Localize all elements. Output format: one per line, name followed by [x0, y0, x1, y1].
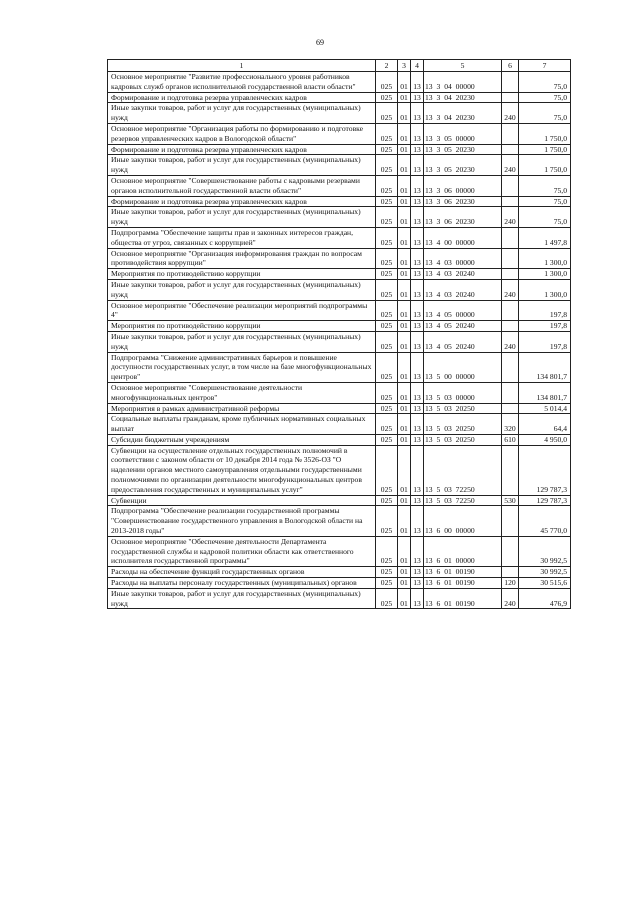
subsection-code-cell: 13 [411, 72, 424, 93]
expense-name-cell: Иные закупки товаров, работ и услуг для государственных (муниципальных) нужд [108, 155, 376, 176]
target-item-code-cell: 13 5 03 72250 [424, 495, 502, 506]
target-item-code-cell: 13 6 00 00000 [424, 506, 502, 536]
subsection-code-cell: 13 [411, 300, 424, 321]
section-code-cell: 01 [398, 434, 411, 445]
target-item-code-cell: 13 5 03 20250 [424, 414, 502, 435]
expense-name-cell: Иные закупки товаров, работ и услуг для государственных (муниципальных) нужд [108, 279, 376, 300]
expense-type-code-cell: 530 [502, 495, 519, 506]
expense-name-cell: Подпрограмма "Обеспечение реализации государственной программы "Совершенствование государственного управления в Вологодской области на 2013-2018 годы" [108, 506, 376, 536]
target-item-code-cell: 13 5 03 72250 [424, 445, 502, 495]
page-number: 69 [316, 38, 324, 47]
expense-type-code-cell [502, 445, 519, 495]
table-row [108, 382, 571, 403]
header-cell: 7 [519, 60, 571, 72]
target-item-code-cell: 13 5 03 20250 [424, 403, 502, 414]
section-code-cell: 01 [398, 300, 411, 321]
table-row [108, 434, 571, 445]
expense-name-cell: Основное мероприятие "Организация работы по формированию и подготовке резервов управленческих кадров в Вологодской области" [108, 123, 376, 144]
section-code-cell: 01 [398, 588, 411, 609]
expense-type-code-cell: 610 [502, 434, 519, 445]
amount-cell: 197,8 [519, 321, 571, 332]
table-row [108, 506, 571, 536]
target-item-code-cell: 13 4 05 20240 [424, 331, 502, 352]
target-item-code-cell: 13 3 04 00000 [424, 72, 502, 93]
table-row [108, 300, 571, 321]
expense-name-cell: Формирование и подготовка резерва управленческих кадров [108, 144, 376, 155]
subsection-code-cell: 13 [411, 196, 424, 207]
grbs-code-cell: 025 [376, 506, 398, 536]
section-code-cell: 01 [398, 103, 411, 124]
subsection-code-cell: 13 [411, 382, 424, 403]
subsection-code-cell: 13 [411, 155, 424, 176]
amount-cell: 4 950,0 [519, 434, 571, 445]
section-code-cell: 01 [398, 567, 411, 578]
expense-name-cell: Мероприятия в рамках административной реформы [108, 403, 376, 414]
section-code-cell: 01 [398, 227, 411, 248]
table-row [108, 279, 571, 300]
amount-cell: 30 992,5 [519, 536, 571, 566]
grbs-code-cell: 025 [376, 72, 398, 93]
expense-name-cell: Расходы на обеспечение функций государственных органов [108, 567, 376, 578]
section-code-cell: 01 [398, 352, 411, 382]
subsection-code-cell: 13 [411, 227, 424, 248]
amount-cell: 30 992,5 [519, 567, 571, 578]
grbs-code-cell: 025 [376, 123, 398, 144]
grbs-code-cell: 025 [376, 578, 398, 589]
amount-cell: 1 300,0 [519, 248, 571, 269]
expense-name-cell: Расходы на выплаты персоналу государственных (муниципальных) органов [108, 578, 376, 589]
expense-type-code-cell: 240 [502, 331, 519, 352]
amount-cell: 197,8 [519, 331, 571, 352]
expense-name-cell: Основное мероприятие "Совершенствование деятельности многофункциональных центров" [108, 382, 376, 403]
grbs-code-cell: 025 [376, 445, 398, 495]
subsection-code-cell: 13 [411, 414, 424, 435]
subsection-code-cell: 13 [411, 175, 424, 196]
target-item-code-cell: 13 6 01 00190 [424, 588, 502, 609]
amount-cell: 1 750,0 [519, 144, 571, 155]
expense-type-code-cell [502, 72, 519, 93]
expense-type-code-cell: 240 [502, 155, 519, 176]
expense-type-code-cell [502, 196, 519, 207]
table-row [108, 321, 571, 332]
target-item-code-cell: 13 4 05 00000 [424, 300, 502, 321]
expense-name-cell: Основное мероприятие "Развитие профессионального уровня работников кадровых служб органов исполнительной государственной власти области" [108, 72, 376, 93]
subsection-code-cell: 13 [411, 207, 424, 228]
amount-cell: 1 750,0 [519, 123, 571, 144]
expense-type-code-cell [502, 92, 519, 103]
amount-cell: 5 014,4 [519, 403, 571, 414]
target-item-code-cell: 13 4 00 00000 [424, 227, 502, 248]
table-row [108, 103, 571, 124]
amount-cell: 30 515,6 [519, 578, 571, 589]
amount-cell: 1 750,0 [519, 155, 571, 176]
subsection-code-cell: 13 [411, 331, 424, 352]
section-code-cell: 01 [398, 92, 411, 103]
subsection-code-cell: 13 [411, 495, 424, 506]
section-code-cell: 01 [398, 269, 411, 280]
expense-type-code-cell [502, 175, 519, 196]
subsection-code-cell: 13 [411, 445, 424, 495]
grbs-code-cell: 025 [376, 227, 398, 248]
section-code-cell: 01 [398, 536, 411, 566]
target-item-code-cell: 13 3 05 20230 [424, 155, 502, 176]
expense-name-cell: Формирование и подготовка резерва управленческих кадров [108, 196, 376, 207]
section-code-cell: 01 [398, 196, 411, 207]
amount-cell: 1 300,0 [519, 279, 571, 300]
target-item-code-cell: 13 3 04 20230 [424, 92, 502, 103]
budget-table [107, 59, 571, 609]
expense-name-cell: Иные закупки товаров, работ и услуг для государственных (муниципальных) нужд [108, 103, 376, 124]
expense-name-cell: Основное мероприятие "Совершенствование работы с кадровыми резервами органов исполнительной государственной власти области" [108, 175, 376, 196]
amount-cell: 1 497,8 [519, 227, 571, 248]
subsection-code-cell: 13 [411, 144, 424, 155]
expense-name-cell: Основное мероприятие "Организация информирования граждан по вопросам противодействия коррупции" [108, 248, 376, 269]
subsection-code-cell: 13 [411, 279, 424, 300]
grbs-code-cell: 025 [376, 269, 398, 280]
section-code-cell: 01 [398, 414, 411, 435]
section-code-cell: 01 [398, 155, 411, 176]
expense-name-cell: Субвенции на осуществление отдельных государственных полномочий в соответствии с законом области от 10 декабря 2014 года № 3526-ОЗ "О наделении органов местного самоуправления отдельными государственными полномочиями по организации деятельности многофункциональных центров предоставления государственных и муниципальных услуг" [108, 445, 376, 495]
section-code-cell: 01 [398, 144, 411, 155]
table-row [108, 403, 571, 414]
section-code-cell: 01 [398, 331, 411, 352]
section-code-cell: 01 [398, 248, 411, 269]
section-code-cell: 01 [398, 207, 411, 228]
amount-cell: 75,0 [519, 196, 571, 207]
grbs-code-cell: 025 [376, 175, 398, 196]
grbs-code-cell: 025 [376, 321, 398, 332]
expense-type-code-cell [502, 269, 519, 280]
target-item-code-cell: 13 4 03 20240 [424, 269, 502, 280]
subsection-code-cell: 13 [411, 567, 424, 578]
subsection-code-cell: 13 [411, 434, 424, 445]
subsection-code-cell: 13 [411, 578, 424, 589]
amount-cell: 134 801,7 [519, 352, 571, 382]
expense-name-cell: Мероприятия по противодействию коррупции [108, 269, 376, 280]
expense-name-cell: Иные закупки товаров, работ и услуг для государственных (муниципальных) нужд [108, 331, 376, 352]
target-item-code-cell: 13 5 03 00000 [424, 382, 502, 403]
expense-type-code-cell [502, 123, 519, 144]
amount-cell: 75,0 [519, 207, 571, 228]
subsection-code-cell: 13 [411, 123, 424, 144]
subsection-code-cell: 13 [411, 403, 424, 414]
expense-type-code-cell [502, 567, 519, 578]
header-cell: 4 [411, 60, 424, 72]
grbs-code-cell: 025 [376, 403, 398, 414]
table-row [108, 196, 571, 207]
expense-type-code-cell [502, 248, 519, 269]
grbs-code-cell: 025 [376, 92, 398, 103]
expense-type-code-cell [502, 321, 519, 332]
table-row [108, 495, 571, 506]
expense-name-cell: Мероприятия по противодействию коррупции [108, 321, 376, 332]
amount-cell: 1 300,0 [519, 269, 571, 280]
expense-name-cell: Субсидии бюджетным учреждениям [108, 434, 376, 445]
grbs-code-cell: 025 [376, 567, 398, 578]
table-row [108, 331, 571, 352]
subsection-code-cell: 13 [411, 269, 424, 280]
grbs-code-cell: 025 [376, 144, 398, 155]
table-row [108, 445, 571, 495]
table-body [108, 72, 571, 609]
expense-type-code-cell: 240 [502, 207, 519, 228]
section-code-cell: 01 [398, 175, 411, 196]
subsection-code-cell: 13 [411, 536, 424, 566]
target-item-code-cell: 13 4 03 00000 [424, 248, 502, 269]
target-item-code-cell: 13 6 01 00190 [424, 578, 502, 589]
grbs-code-cell: 025 [376, 279, 398, 300]
header-cell: 2 [376, 60, 398, 72]
expense-type-code-cell [502, 352, 519, 382]
table-row [108, 352, 571, 382]
header-cell: 5 [424, 60, 502, 72]
expense-name-cell: Субвенции [108, 495, 376, 506]
table-row [108, 155, 571, 176]
table-row [108, 567, 571, 578]
expense-type-code-cell: 240 [502, 588, 519, 609]
grbs-code-cell: 025 [376, 352, 398, 382]
target-item-code-cell: 13 5 03 20250 [424, 434, 502, 445]
amount-cell: 129 787,3 [519, 445, 571, 495]
target-item-code-cell: 13 3 05 00000 [424, 123, 502, 144]
amount-cell: 476,9 [519, 588, 571, 609]
table-row [108, 227, 571, 248]
table-row [108, 207, 571, 228]
table-row [108, 536, 571, 566]
expense-name-cell: Иные закупки товаров, работ и услуг для государственных (муниципальных) нужд [108, 588, 376, 609]
subsection-code-cell: 13 [411, 248, 424, 269]
amount-cell: 134 801,7 [519, 382, 571, 403]
header-cell: 1 [108, 60, 376, 72]
target-item-code-cell: 13 3 06 00000 [424, 175, 502, 196]
amount-cell: 75,0 [519, 103, 571, 124]
expense-type-code-cell [502, 300, 519, 321]
table-row [108, 144, 571, 155]
table-row [108, 588, 571, 609]
section-code-cell: 01 [398, 445, 411, 495]
table-row [108, 175, 571, 196]
header-cell: 3 [398, 60, 411, 72]
section-code-cell: 01 [398, 321, 411, 332]
target-item-code-cell: 13 6 01 00190 [424, 567, 502, 578]
section-code-cell: 01 [398, 382, 411, 403]
amount-cell: 75,0 [519, 175, 571, 196]
header-cell: 6 [502, 60, 519, 72]
amount-cell: 64,4 [519, 414, 571, 435]
amount-cell: 75,0 [519, 72, 571, 93]
grbs-code-cell: 025 [376, 414, 398, 435]
grbs-code-cell: 025 [376, 300, 398, 321]
grbs-code-cell: 025 [376, 382, 398, 403]
section-code-cell: 01 [398, 495, 411, 506]
section-code-cell: 01 [398, 72, 411, 93]
grbs-code-cell: 025 [376, 434, 398, 445]
grbs-code-cell: 025 [376, 207, 398, 228]
grbs-code-cell: 025 [376, 536, 398, 566]
target-item-code-cell: 13 4 03 20240 [424, 279, 502, 300]
target-item-code-cell: 13 3 06 20230 [424, 207, 502, 228]
expense-name-cell: Иные закупки товаров, работ и услуг для государственных (муниципальных) нужд [108, 207, 376, 228]
amount-cell: 45 770,0 [519, 506, 571, 536]
expense-type-code-cell [502, 403, 519, 414]
expense-name-cell: Формирование и подготовка резерва управленческих кадров [108, 92, 376, 103]
target-item-code-cell: 13 5 00 00000 [424, 352, 502, 382]
expense-type-code-cell [502, 144, 519, 155]
subsection-code-cell: 13 [411, 588, 424, 609]
expense-type-code-cell: 320 [502, 414, 519, 435]
expense-type-code-cell: 240 [502, 103, 519, 124]
subsection-code-cell: 13 [411, 321, 424, 332]
grbs-code-cell: 025 [376, 495, 398, 506]
section-code-cell: 01 [398, 506, 411, 536]
expense-type-code-cell [502, 506, 519, 536]
expense-type-code-cell [502, 382, 519, 403]
section-code-cell: 01 [398, 403, 411, 414]
grbs-code-cell: 025 [376, 588, 398, 609]
grbs-code-cell: 025 [376, 196, 398, 207]
subsection-code-cell: 13 [411, 506, 424, 536]
amount-cell: 197,8 [519, 300, 571, 321]
subsection-code-cell: 13 [411, 103, 424, 124]
expense-type-code-cell: 240 [502, 279, 519, 300]
expense-name-cell: Подпрограмма "Обеспечение защиты прав и законных интересов граждан, общества от угроз, связанных с коррупцией" [108, 227, 376, 248]
expense-type-code-cell [502, 536, 519, 566]
amount-cell: 75,0 [519, 92, 571, 103]
expense-name-cell: Социальные выплаты гражданам, кроме публичных нормативных социальных выплат [108, 414, 376, 435]
target-item-code-cell: 13 4 05 20240 [424, 321, 502, 332]
target-item-code-cell: 13 3 06 20230 [424, 196, 502, 207]
table-row [108, 123, 571, 144]
expense-type-code-cell: 120 [502, 578, 519, 589]
table-row [108, 269, 571, 280]
table-header-row [108, 60, 571, 72]
grbs-code-cell: 025 [376, 331, 398, 352]
expense-name-cell: Основное мероприятие "Обеспечение деятельности Департамента государственной службы и кадровой политики области как ответственного исполнителя государственной программы" [108, 536, 376, 566]
section-code-cell: 01 [398, 279, 411, 300]
amount-cell: 129 787,3 [519, 495, 571, 506]
grbs-code-cell: 025 [376, 248, 398, 269]
subsection-code-cell: 13 [411, 352, 424, 382]
table-row [108, 92, 571, 103]
expense-name-cell: Подпрограмма "Снижение административных барьеров и повышение доступности государственных услуг, в том числе на базе многофункциональных центров" [108, 352, 376, 382]
subsection-code-cell: 13 [411, 92, 424, 103]
section-code-cell: 01 [398, 123, 411, 144]
grbs-code-cell: 025 [376, 155, 398, 176]
table-row [108, 578, 571, 589]
target-item-code-cell: 13 6 01 00000 [424, 536, 502, 566]
expense-type-code-cell [502, 227, 519, 248]
table-row [108, 248, 571, 269]
table-row [108, 414, 571, 435]
grbs-code-cell: 025 [376, 103, 398, 124]
expense-name-cell: Основное мероприятие "Обеспечение реализации мероприятий подпрограммы 4" [108, 300, 376, 321]
section-code-cell: 01 [398, 578, 411, 589]
table-row [108, 72, 571, 93]
target-item-code-cell: 13 3 04 20230 [424, 103, 502, 124]
target-item-code-cell: 13 3 05 20230 [424, 144, 502, 155]
